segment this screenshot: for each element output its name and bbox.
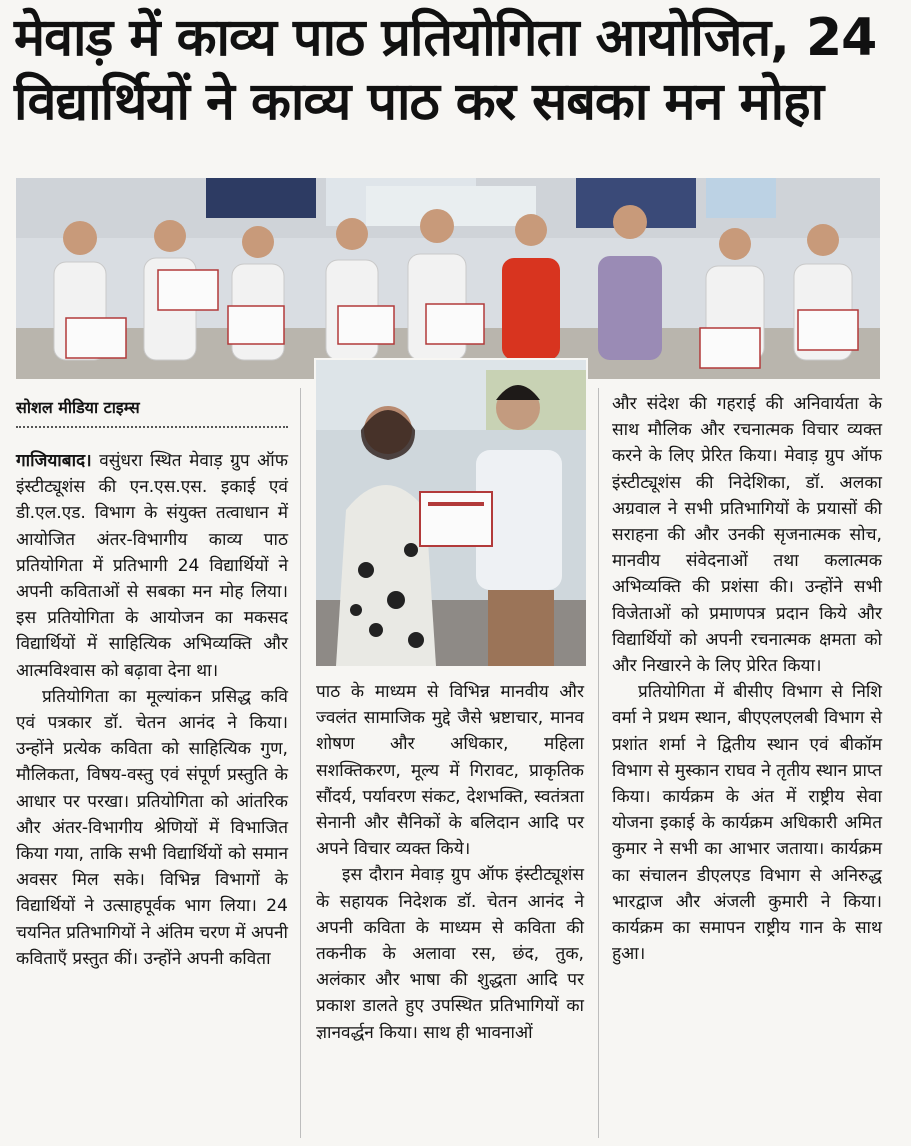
group-photo xyxy=(16,178,880,379)
lead-paragraph xyxy=(16,448,288,684)
headline-line-1: मेवाड़ में काव्य पाठ प्रतियोगिता आयोजित, 24 xyxy=(14,8,877,68)
paragraph: प्रतियोगिता का मूल्यांकन प्रसिद्ध कवि एवं पत्रकार डॉ. चेतन आनंद ने किया। उन्होंने प्रत्येक कविता को साहित्यिक गुण, मौलिकता, विषय-वस्तु एवं संपूर्ण प्रस्तुति के आधार पर परखा। प्रतियोगिता को आंतरिक और अंतर-विभागीय श्रेणियों में विभाजित किया गया, ताकि सभी विद्यार्थियों को समान अवसर मिल सके। विभिन्न विभागों के विद्यार्थियों ने उत्साहपूर्वक भाग लिया। 24 चयनित प्रतिभागियों ने अंतिम चरण में अपनी कविताएँ प्रस्तुत कीं। उन्होंने अपनी कविता xyxy=(16,686,288,969)
award-photo xyxy=(314,358,588,668)
column-rule-left xyxy=(300,388,301,1138)
column-rule-right xyxy=(598,388,599,1138)
paragraph: प्रतियोगिता में बीसीए विभाग से निशि वर्मा ने प्रथम स्थान, बीएएलएलबी विभाग से प्रशांत शर्मा ने द्वितीय स्थान एवं बीकॉम विभाग से मुस्कान राघव ने तृतीय स्थान प्राप्त किया। कार्यक्रम के अंत में राष्ट्रीय सेवा योजना इकाई के कार्यक्रम अधिकारी अमित कुमार ने सभी का आभार जताया। कार्यक्रम का संचालन डीएलएड विभाग से अनिरुद्ध भारद्वाज और अंजली कुमारी ने किया। कार्यक्रम का समापन राष्ट्रीय गान के साथ हुआ। xyxy=(612,682,882,965)
article-column-3 xyxy=(612,391,882,967)
headline xyxy=(14,6,899,134)
article-column-2 xyxy=(316,679,584,1046)
paragraph: पाठ के माध्यम से विभिन्न मानवीय और ज्वलंत सामाजिक मुद्दे जैसे भ्रष्टाचार, मानव शोषण और अधिकार, महिला सशक्तिकरण, मूल्य में गिरावट, प्राकृतिक सौंदर्य, पर्यावरण संकट, देशभक्ति, स्वतंत्रता सेनानी और सैनिकों के बलिदान आदि पर अपने विचार व्यक्त किये। xyxy=(316,682,584,860)
paragraph-text: वसुंधरा स्थित मेवाड़ ग्रुप ऑफ इंस्टीट्यूशंस की एन.एस.एस. इकाई एवं डी.एल.एड. विभाग के संयुक्त तत्वाधान में आयोजित अंतर-विभागीय काव्य पाठ प्रतियोगिता में प्रतिभागी 24 विद्यार्थियों ने अपनी कविताओं से सबका मन मोह लिया। इस प्रतियोगिता के आयोजन का मकसद विद्यार्थियों में साहित्यिक अभिव्यक्ति और आत्मविश्वास को बढ़ावा देना था। xyxy=(16,451,288,681)
byline: सोशल मीडिया टाइम्स xyxy=(16,396,288,428)
dateline: गाजियाबाद। xyxy=(16,451,92,471)
paragraph: और संदेश की गहराई की अनिवार्यता के साथ मौलिक और रचनात्मक विचार व्यक्त करने के लिए प्रेरित किया। मेवाड़ ग्रुप ऑफ इंस्टीट्यूशंस की निदेशिका, डॉ. अलका अग्रवाल ने सभी प्रतिभागियों के प्रयासों की सराहना की और उनकी सृजनात्मक सोच, मानवीय संवेदनाओं तथा कलात्मक अभिव्यक्ति की प्रशंसा की। उन्होंने सभी विजेताओं को प्रमाणपत्र प्रदान किये और विद्यार्थियों को अपनी रचनात्मक क्षमता को और निखारने के लिए प्रेरित किया। xyxy=(612,394,882,677)
article-column-1 xyxy=(16,448,288,972)
paragraph: इस दौरान मेवाड़ ग्रुप ऑफ इंस्टीट्यूशंस के सहायक निदेशक डॉ. चेतन आनंद ने अपनी कविता के माध्यम से कविता की तकनीक के अलावा रस, छंद, तुक, अलंकार और भाषा की शुद्धता आदि पर प्रकाश डालते हुए उपस्थित प्रतिभागियों का ज्ञानवर्द्धन किया। साथ ही भावनाओं xyxy=(316,865,584,1043)
headline-line-2: विद्यार्थियों ने काव्य पाठ कर सबका मन मोहा xyxy=(14,72,824,132)
